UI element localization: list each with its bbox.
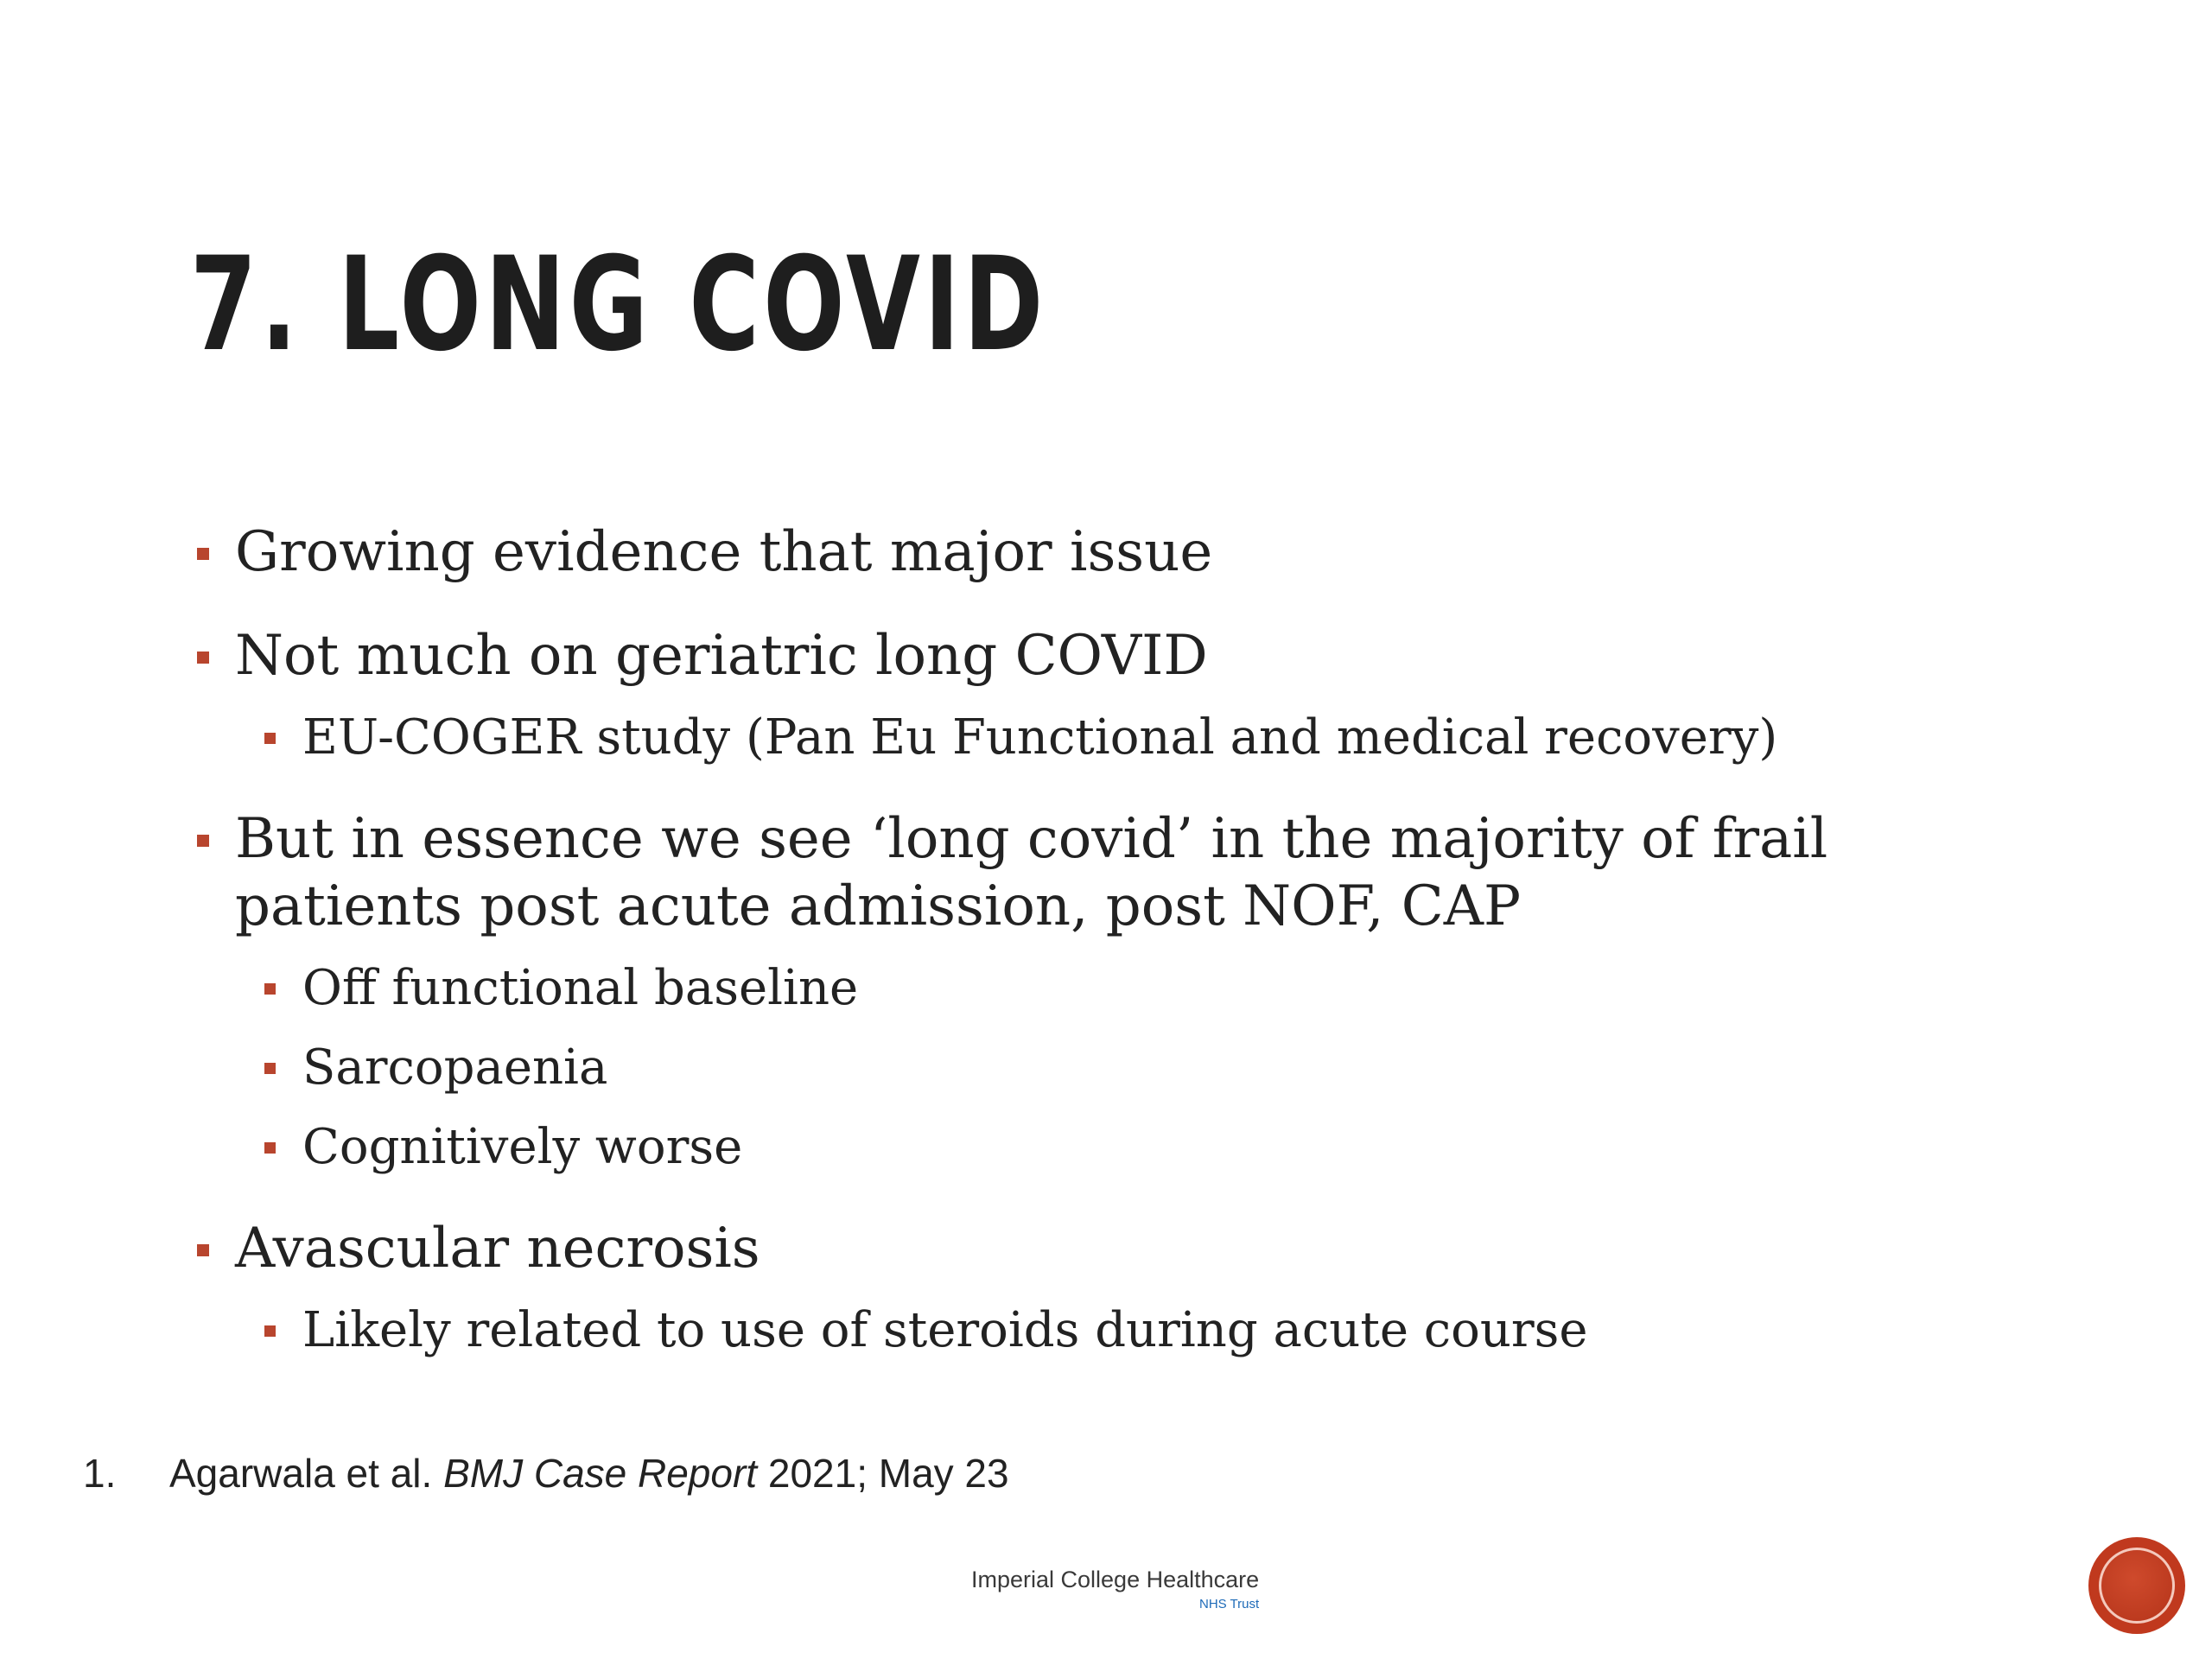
square-bullet-icon [197,548,209,560]
sub-bullet-item [257,957,1918,1020]
sub-bullet-text: Cognitively worse [302,1119,743,1175]
slide-number-ring [2099,1548,2175,1624]
sub-bullet-item [257,1300,1918,1362]
logo-main-text: Imperial College Healthcare [971,1567,1260,1592]
square-bullet-icon [264,1142,276,1154]
square-bullet-icon [264,1063,276,1074]
bullet-item [190,518,1918,586]
square-bullet-icon [197,1244,209,1256]
bullet-item [190,805,1918,940]
sub-bullet-text: Off functional baseline [302,960,859,1016]
bullet-item [190,1215,1918,1282]
square-bullet-icon [264,983,276,995]
bullet-text: But in essence we see ‘long covid’ in the majority of frail patients post acute admission, post NOF, CAP [235,807,1828,938]
square-bullet-icon [197,835,209,847]
trust-logo [971,1567,1259,1611]
sub-bullet-item [257,1037,1918,1099]
sub-bullet-text: Likely related to use of steroids during acute course [302,1302,1588,1358]
sub-bullet-text: Sarcopaenia [302,1039,608,1096]
square-bullet-icon [264,733,276,744]
bullet-text: Not much on geriatric long COVID [235,624,1208,688]
reference-authors: Agarwala et al. [169,1451,444,1496]
square-bullet-icon [197,652,209,664]
reference-journal: BMJ Case Report [443,1451,758,1496]
logo-sub-text: NHS Trust [1198,1597,1260,1611]
sub-bullet-item [257,707,1918,769]
slide-number-badge [2088,1537,2185,1634]
reference-number: 1. [83,1451,117,1496]
sub-bullet-text: EU-COGER study (Pan Eu Functional and medical recovery) [302,709,1778,766]
reference-citation [83,1450,1009,1497]
bullet-item [190,622,1918,690]
bullet-text: Growing evidence that major issue [235,520,1213,584]
reference-details: 2021; May 23 [757,1451,1009,1496]
slide-title: 7. LONG COVID [190,230,1047,380]
bullet-list [190,518,1918,1362]
bullet-text: Avascular necrosis [235,1217,760,1281]
square-bullet-icon [264,1325,276,1337]
sub-bullet-item [257,1116,1918,1179]
